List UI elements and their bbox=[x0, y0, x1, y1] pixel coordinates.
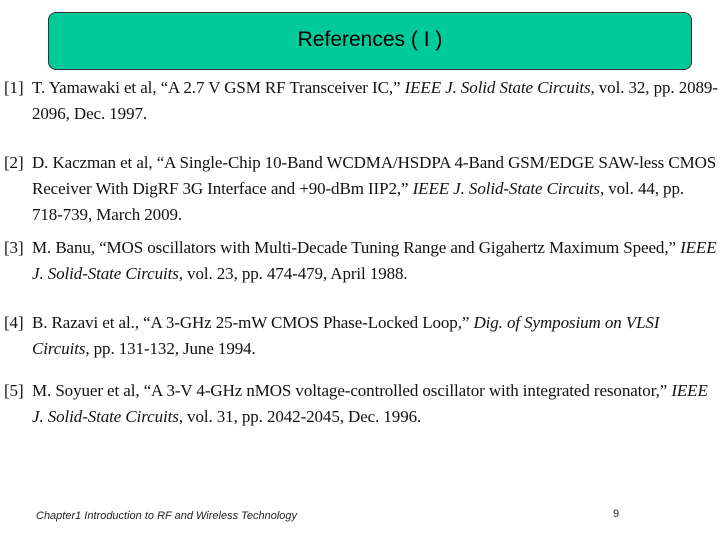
reference-authors: B. Razavi et al., “A 3-GHz 25-mW CMOS Phase-Locked Loop,” bbox=[32, 313, 474, 332]
reference-journal: IEEE J. Solid State Circuits bbox=[404, 78, 591, 97]
reference-text bbox=[32, 378, 718, 430]
reference-journal: IEEE J. Solid-State Circuits bbox=[412, 179, 600, 198]
reference-details: , vol. 32, pp. 2089-2096, Dec. 1997. bbox=[32, 78, 718, 123]
reference-item bbox=[4, 310, 718, 362]
reference-text bbox=[32, 235, 718, 287]
reference-journal: Dig. of Symposium on VLSI Circuits bbox=[32, 313, 660, 358]
reference-authors: D. Kaczman et al, “A Single-Chip 10-Band WCDMA/HSDPA 4-Band GSM/EDGE SAW-less CMOS Receiver With DigRF 3G Interface and +90-dBm IIP2,” bbox=[32, 153, 717, 198]
reference-item bbox=[4, 75, 718, 127]
reference-number: [3] bbox=[4, 238, 24, 257]
reference-journal: IEEE J. Solid-State Circuits bbox=[32, 381, 708, 426]
reference-authors: M. Soyuer et al, “A 3-V 4-GHz nMOS voltage-controlled oscillator with integrated resonator,” bbox=[32, 381, 672, 400]
reference-item bbox=[4, 150, 718, 228]
reference-text bbox=[32, 150, 718, 228]
reference-item bbox=[4, 378, 718, 430]
slide-title: References ( I ) bbox=[297, 27, 443, 51]
slide-title-box bbox=[48, 12, 692, 70]
page-number: 9 bbox=[613, 508, 620, 520]
reference-text bbox=[32, 75, 718, 127]
reference-number: [1] bbox=[4, 78, 24, 97]
reference-number: [2] bbox=[4, 153, 24, 172]
reference-details: , vol. 31, pp. 2042-2045, Dec. 1996. bbox=[178, 407, 422, 426]
reference-details: , vol. 23, pp. 474-479, April 1988. bbox=[178, 264, 408, 283]
reference-number: [4] bbox=[4, 313, 24, 332]
reference-details: , vol. 44, pp. 718-739, March 2009. bbox=[32, 179, 685, 224]
reference-details: , pp. 131-132, June 1994. bbox=[85, 339, 256, 358]
reference-authors: M. Banu, “MOS oscillators with Multi-Decade Tuning Range and Gigahertz Maximum Speed,” bbox=[32, 238, 681, 257]
reference-authors: T. Yamawaki et al, “A 2.7 V GSM RF Transceiver IC,” bbox=[32, 78, 405, 97]
reference-item bbox=[4, 235, 718, 287]
footer-chapter-title: Chapter1 Introduction to RF and Wireless Technology bbox=[36, 510, 297, 522]
reference-number: [5] bbox=[4, 381, 24, 400]
reference-journal: IEEE J. Solid-State Circuits bbox=[32, 238, 717, 283]
reference-text bbox=[32, 310, 718, 362]
